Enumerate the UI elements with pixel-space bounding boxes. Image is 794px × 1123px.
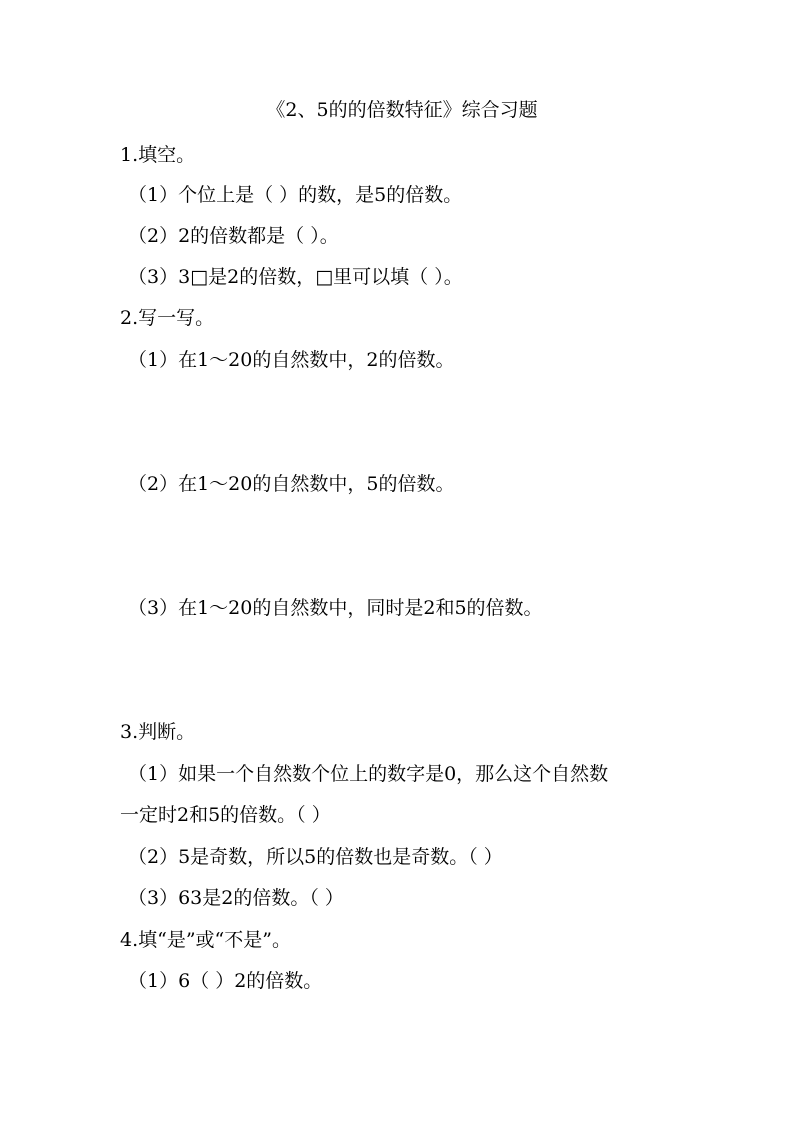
section-4-item-1: （1）6（ ）2的倍数。 (128, 970, 323, 992)
section-2-item-1: （1）在1～20的自然数中，2的倍数。 (128, 349, 455, 371)
section-4-heading: 4.填“是”或“不是”。 (120, 929, 291, 951)
section-3-item-3: （3）63是2的倍数。（ ） (128, 887, 344, 909)
page-title: 《2、5的的倍数特征》综合习题 (266, 99, 538, 121)
section-3-item-1-continued: 一定时2和5的倍数。（ ） (120, 804, 331, 826)
section-2-heading: 2.写一写。 (120, 307, 215, 329)
section-2-item-2: （2）在1～20的自然数中，5的倍数。 (128, 473, 455, 495)
section-3-item-1: （1）如果一个自然数个位上的数字是0，那么这个自然数 (128, 763, 609, 785)
section-2-item-3: （3）在1～20的自然数中，同时是2和5的倍数。 (128, 597, 543, 619)
section-3-item-2: （2）5是奇数，所以5的倍数也是奇数。（ ） (128, 846, 503, 868)
section-3-heading: 3.判断。 (120, 721, 196, 743)
section-1-item-1: （1）个位上是（ ）的数，是5的倍数。 (128, 184, 463, 206)
section-1-heading: 1.填空。 (120, 144, 196, 166)
section-1-item-3: （3）3□是2的倍数，□里可以填（ ）。 (128, 266, 463, 288)
section-1-item-2: （2）2的倍数都是（ ）。 (128, 225, 339, 247)
